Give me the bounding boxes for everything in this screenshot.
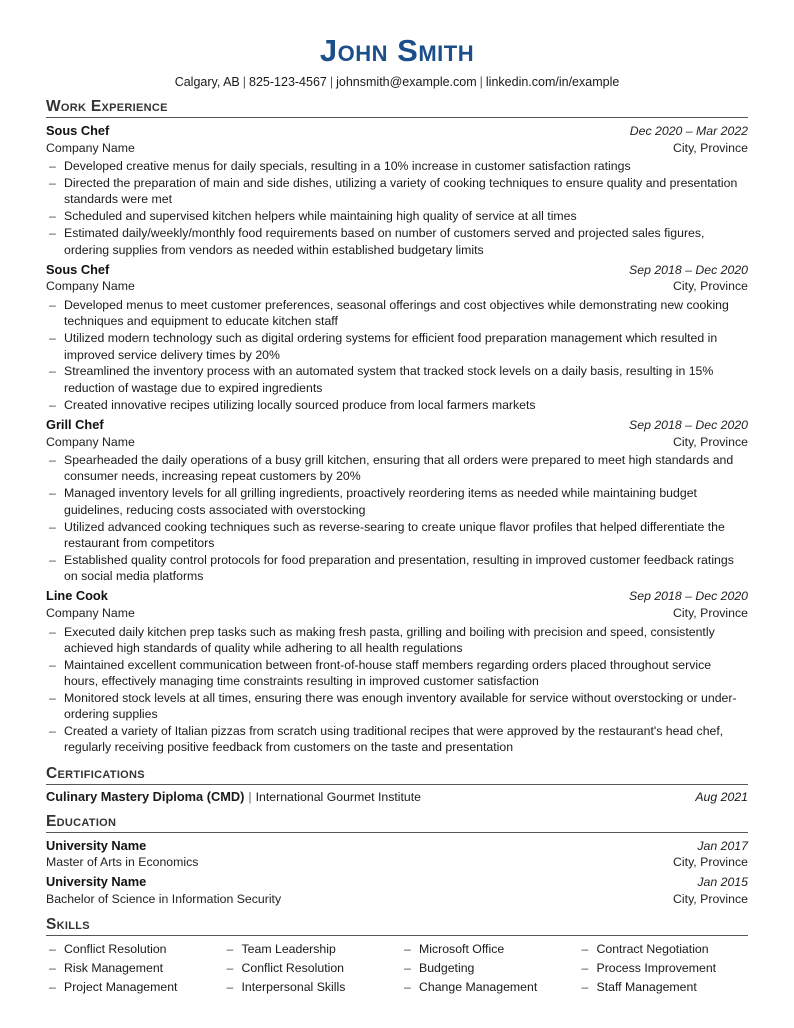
education-date: Jan 2017 [697,838,748,853]
education-degree-row [46,891,748,908]
experience-entry [46,122,748,258]
company-name: Company Name [46,434,135,449]
skill-item: – Conflict Resolution [224,959,394,978]
job-bullet: – Spearheaded the daily operations of a busy grill kitchen, ensuring that all orders were prepared to meet high standards and consumer needs, increasing repeat customers by 20% [46,452,748,485]
experience-entry [46,261,748,413]
education-school-row [46,873,748,891]
job-bullet: – Directed the preparation of main and side dishes, utilizing a variety of cooking techniques to ensure quality and presentation standards were met [46,175,748,208]
job-title: Grill Chef [46,416,104,432]
job-bullet-list [46,452,748,584]
certification-entry [46,789,748,804]
contact-phone: 825-123-4567 [249,75,327,90]
skill-item: – Budgeting [401,959,571,978]
skill-item: – Process Improvement [579,959,749,978]
job-bullet: – Created innovative recipes utilizing locally sourced produce from local farmers markets [46,397,748,413]
job-bullet: – Scheduled and supervised kitchen helpers while maintaining high quality of service at all times [46,208,748,224]
experience-title-row [46,416,748,434]
job-date: Sep 2018 – Dec 2020 [629,589,748,604]
contact-email[interactable]: johnsmith@example.com [336,75,477,90]
job-title: Sous Chef [46,123,110,139]
experience-entry [46,587,748,755]
job-bullet: – Developed menus to meet customer preferences, seasonal offerings and cost objectives while demonstrating new cooking techniques and equipment to educate kitchen staff [46,297,748,330]
job-bullet: – Maintained excellent communication between front-of-house staff members regarding orders placed throughout service hours, effectively managing time constraints resulting in improved customer satisfaction [46,657,748,690]
skills-grid [46,940,748,997]
job-bullet: – Created a variety of Italian pizzas from scratch using traditional recipes that were approved by the restaurant's head chef, regularly receiving positive feedback from customers on the taste and presentation [46,723,748,756]
job-bullet: – Managed inventory levels for all grilling ingredients, proactively reordering items as needed while maintaining budget guidelines, reducing costs associated with overstocking [46,485,748,518]
skill-item: – Risk Management [46,959,216,978]
company-name: Company Name [46,279,135,294]
job-title: Line Cook [46,588,108,604]
job-bullet: – Monitored stock levels at all times, ensuring there was enough inventory available for service without overstocking or under-ordering supplies [46,690,748,723]
experience-entry [46,416,748,584]
job-location: City, Province [673,140,748,155]
contact-separator-2: | [329,75,334,90]
section-heading-education: Education [46,813,748,833]
job-bullet: – Utilized advanced cooking techniques such as reverse-searing to create unique flavor profiles that helped differentiate the restaurant from competitors [46,519,748,552]
section-heading-skills: Skills [46,916,748,936]
certification-separator: | [248,789,252,804]
education-entry [46,837,748,871]
education-location: City, Province [673,855,748,870]
job-location: City, Province [673,434,748,449]
job-location: City, Province [673,605,748,620]
education-school-row [46,837,748,855]
skill-item: – Contract Negotiation [579,940,749,959]
contact-line [46,75,748,89]
degree-name: Master of Arts in Economics [46,855,199,870]
certification-issuer: International Gourmet Institute [255,789,422,804]
job-bullet: – Executed daily kitchen prep tasks such as making fresh pasta, grilling and boiling with precision and speed, consistently achieved high standards of quality while adhering to all health regulations [46,624,748,657]
job-title: Sous Chef [46,261,110,277]
job-bullet: – Developed creative menus for daily specials, resulting in a 10% increase in customer satisfaction ratings [46,158,748,174]
section-heading-work-experience: Work Experience [46,98,748,118]
experience-title-row [46,261,748,279]
skill-item: – Change Management [401,978,571,997]
experience-company-row [46,278,748,295]
certification-name: Culinary Mastery Diploma (CMD) [46,788,245,804]
job-bullet-list [46,624,748,756]
skill-item: – Microsoft Office [401,940,571,959]
certification-date: Aug 2021 [695,789,748,804]
contact-linkedin[interactable]: linkedin.com/in/example [485,75,620,90]
company-name: Company Name [46,605,135,620]
experience-company-row [46,434,748,451]
job-date: Sep 2018 – Dec 2020 [629,262,748,277]
skill-item: – Project Management [46,978,216,997]
skill-item: – Staff Management [579,978,749,997]
experience-title-row [46,122,748,140]
skill-item: – Conflict Resolution [46,940,216,959]
experience-title-row [46,587,748,605]
school-name: University Name [46,837,147,853]
degree-name: Bachelor of Science in Information Security [46,891,282,906]
job-bullet: – Streamlined the inventory process with an automated system that tracked stock levels on a daily basis, resulting in 15% reduction of wastage due to expired ingredients [46,363,748,396]
education-location: City, Province [673,891,748,906]
contact-separator-1: | [242,75,247,90]
section-heading-certifications: Certifications [46,765,748,785]
skill-item: – Interpersonal Skills [224,978,394,997]
job-bullet: – Utilized modern technology such as digital ordering systems for efficient food preparation management which resulted in improved service delivery times by 20% [46,330,748,363]
job-bullet-list [46,297,748,413]
job-bullet-list [46,158,748,258]
candidate-name: John Smith [319,33,475,68]
job-date: Dec 2020 – Mar 2022 [629,124,748,139]
skill-item: – Team Leadership [224,940,394,959]
experience-company-row [46,605,748,622]
education-entry [46,873,748,907]
education-date: Jan 2015 [697,875,748,889]
contact-separator-3: | [479,75,483,90]
company-name: Company Name [46,140,135,155]
job-location: City, Province [673,279,748,294]
job-bullet: – Estimated daily/weekly/monthly food requirements based on number of customers served and projected sales figures, ordering supplies from vendors as needed within established budgetary limits [46,225,748,258]
school-name: University Name [46,874,147,889]
certification-left [46,789,421,804]
job-bullet: – Established quality control protocols for food preparation and presentation, resulting in improved customer feedback ratings on social media platforms [46,552,748,585]
job-date: Sep 2018 – Dec 2020 [629,417,748,432]
education-degree-row [46,854,748,871]
contact-location: Calgary, AB [174,75,240,90]
experience-company-row [46,140,748,157]
